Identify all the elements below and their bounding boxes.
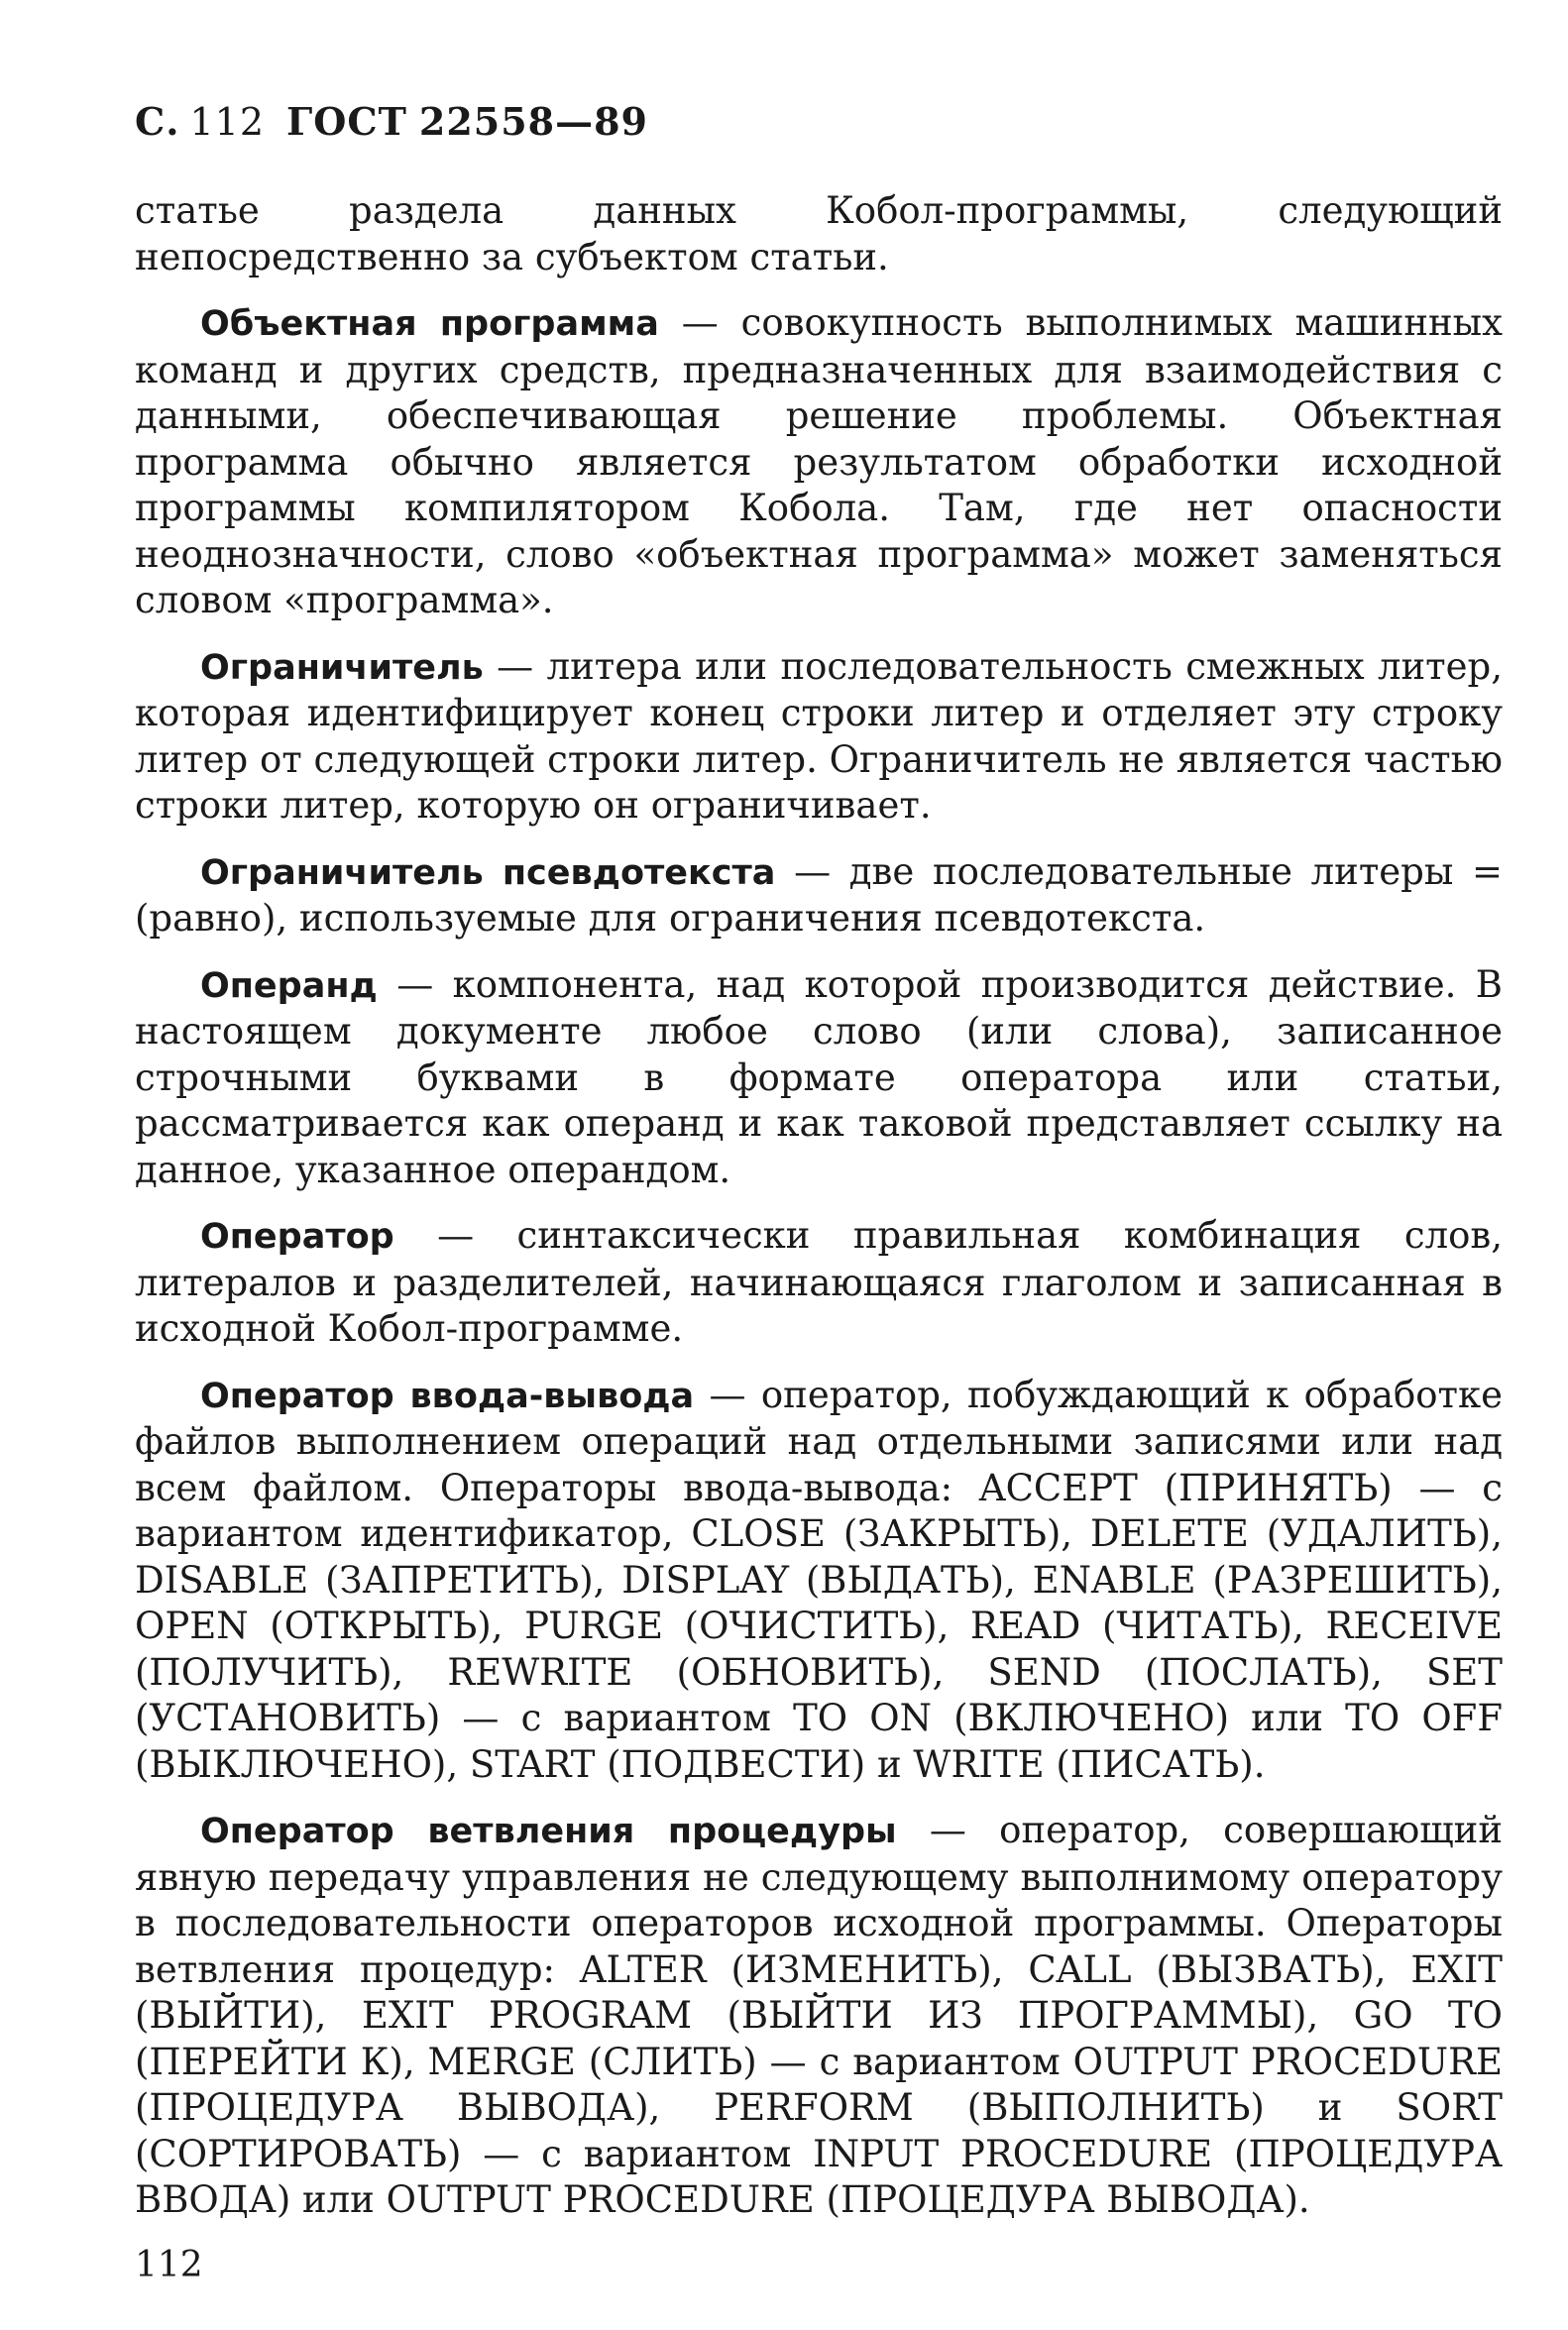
header-page-number: 112 (189, 100, 266, 144)
definition-paragraph (135, 1213, 1503, 1353)
definition-paragraph (135, 644, 1503, 830)
page-footer-number: 112 (135, 2245, 203, 2285)
definition-paragraph (135, 962, 1503, 1194)
definition-text: — компонента, над которой производится действие. В настоящем документе любое слово (или слова), записанное строчными буквами в формате оператора или статьи, рассматривается как операнд и как таковой представляет ссылку на данное, указанное операндом. (135, 962, 1503, 1191)
definition-paragraph (135, 1808, 1503, 2224)
page-header (135, 99, 648, 144)
paragraph-continuation (135, 188, 1503, 280)
definition-text: — совокупность выполнимых машинных команд и других средств, предназначенных для взаимодействия с данными, обеспечивающая решение проблемы. Объектная программа обычно является результатом обработки исходной программы компилятором Кобола. Там, где нет опасности неоднозначности, слово «объектная программа» может заменяться словом «программа». (135, 301, 1503, 621)
definition-paragraph (135, 300, 1503, 624)
definition-term: Ограничитель (200, 647, 484, 688)
definition-text: — оператор, побуждающий к обработке файлов выполнением операций над отдельными записями или над всем файлом. Операторы ввода-вывода: ACCEPT (ПРИНЯТЬ) — с вариантом идентификатор, CLOSE (ЗАКРЫТЬ), DELETE (УДАЛИТЬ), DISABLE (ЗАПРЕТИТЬ), DISPLAY (ВЫДАТЬ), ENABLE (РАЗРЕШИТЬ), OPEN (ОТКРЫТЬ), PURGE (ОЧИСТИТЬ), READ (ЧИТАТЬ), RECEIVE (ПОЛУЧИТЬ), REWRITE (ОБНОВИТЬ), SEND (ПОСЛАТЬ), SET (УСТАНОВИТЬ) — с вариантом TO ON (ВКЛЮЧЕНО) или TO OFF (ВЫКЛЮЧЕНО), START (ПОДВЕСТИ) и WRITE (ПИСАТЬ). (135, 1373, 1503, 1786)
header-standard-number: 22558—89 (418, 99, 648, 144)
definition-term: Оператор ввода-вывода (200, 1376, 695, 1416)
definition-text: — литера или последовательность смежных литер, которая идентифицирует конец строки литер и отделяет эту строку литер от следующей строки литер. Ограничитель не является частью строки литер, которую он ограничивает. (135, 644, 1503, 827)
definition-paragraph (135, 1373, 1503, 1789)
document-body (135, 188, 1503, 2244)
paragraph-text: статье раздела данных Кобол-программы, следующий непосредственно за субъектом статьи. (135, 189, 1503, 278)
definition-term: Ограничитель псевдотекста (200, 852, 776, 893)
definition-term: Оператор ветвления процедуры (200, 1812, 897, 1851)
definition-text: — синтаксически правильная комбинация слов, литералов и разделителей, начинающаяся глаголом и записанная в исходной Кобол-программе. (135, 1214, 1503, 1350)
header-prefix: С. (135, 99, 180, 144)
definition-paragraph (135, 849, 1503, 943)
header-standard-code: ГОСТ (286, 99, 407, 144)
definition-term: Операнд (200, 965, 378, 1006)
definition-text: — две последовательные литеры = (равно), используемые для ограничения псевдотекста. (135, 849, 1503, 940)
definition-text: — оператор, совершающий явную передачу управления не следующему выполнимому оператору в последовательности операторов исходной программы. Операторы ветвления процедур: ALTER (ИЗМЕНИТЬ), CALL (ВЫЗВАТЬ), EXIT (ВЫЙТИ), EXIT PROGRAM (ВЫЙТИ ИЗ ПРОГРАММЫ), GO TO (ПЕРЕЙТИ К), MERGE (СЛИТЬ) — с вариантом OUTPUT PROCEDURE (ПРОЦЕДУРА ВЫВОДА), PERFORM (ВЫПОЛНИТЬ) и SORT (СОРТИРОВАТЬ) — с вариантом INPUT PROCEDURE (ПРОЦЕДУРА ВВОДА) или OUTPUT PROCEDURE (ПРОЦЕДУРА ВЫВОДА). (135, 1809, 1503, 2221)
definition-term: Объектная программа (200, 304, 659, 344)
definition-term: Оператор (200, 1217, 394, 1257)
